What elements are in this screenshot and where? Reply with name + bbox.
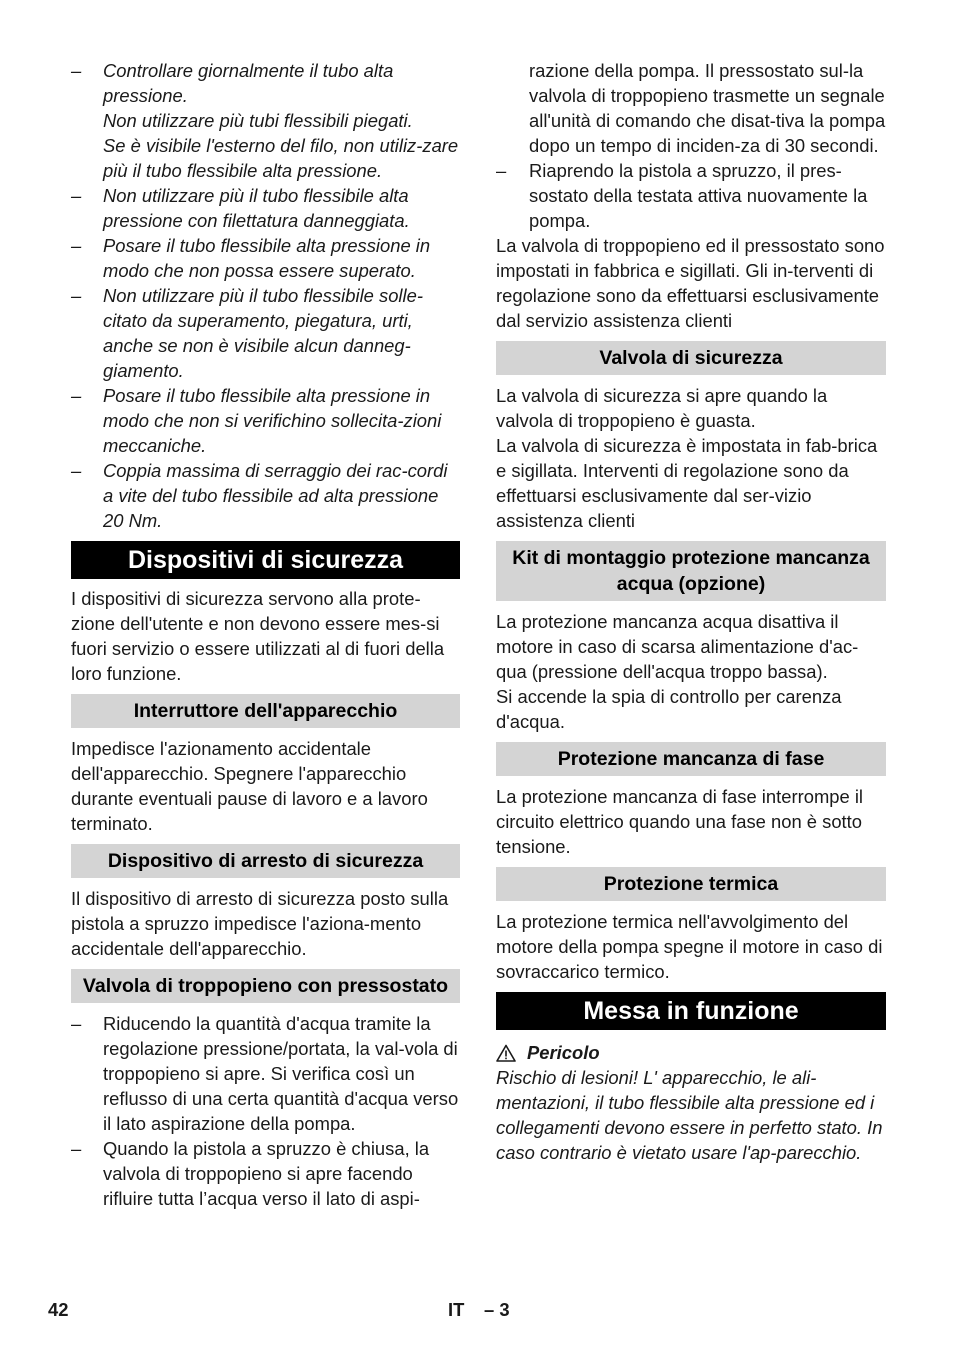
- bullet-text: Se è visibile l'esterno del filo, non utiliz-zare più il tubo flessibile alta pressione.: [103, 135, 459, 181]
- bullet-text: Riducendo la quantità d'acqua tramite la regolazione pressione/portata, la val-vola di troppopieno si apre. Si verifica così un reflusso di una certa quantità d'acqua verso il lato aspirazione della pompa.: [103, 1013, 459, 1134]
- sub-page-number: – 3: [484, 1299, 510, 1320]
- bullet-item: [71, 183, 460, 233]
- continuation-text: razione della pompa. Il pressostato sul-la valvola di troppopieno trasmette un segnale all'unità di comando che disat-tiva la pompa dopo un tempo di inciden-za di 30 secondi.: [529, 60, 886, 156]
- bullet-dash: –: [71, 235, 82, 256]
- kit-text-2: Si accende la spia di controllo per carenza d'acqua.: [496, 686, 842, 732]
- interruttore-text: Impedisce l'azionamento accidentale dell'apparecchio. Spegnere l'apparecchio durante eventuali pause di lavoro e a lavoro terminato.: [71, 738, 428, 834]
- warning-triangle-icon: [496, 1044, 516, 1062]
- bullet-item: [71, 1011, 460, 1136]
- bullet-item: [71, 1136, 460, 1211]
- bullet-item: [496, 158, 886, 233]
- danger-heading: [496, 1040, 886, 1065]
- section-intro: I dispositivi di sicurezza servono alla prote-zione dell'utente e non devono essere mes-si fuori servizio o essere utilizzati al di fuori della loro funzione.: [71, 588, 445, 684]
- sicurezza-text-1: La valvola di sicurezza si apre quando la valvola di troppopieno è guasta.: [496, 385, 828, 431]
- bullet-text: Riaprendo la pistola a spruzzo, il pres-sostato della testata attiva nuovamente la pompa.: [529, 160, 868, 231]
- bullet-dash: –: [71, 1013, 82, 1034]
- bullet-dash: –: [71, 285, 82, 306]
- bullet-text: Quando la pistola a spruzzo è chiusa, la valvola di troppopieno si apre facendo rifluire tutta l’acqua verso il lato di aspi-: [103, 1138, 430, 1209]
- arresto-text: Il dispositivo di arresto di sicurezza posto sulla pistola a spruzzo impedisce l'aziona-mento accidentale dell'apparecchio.: [71, 888, 449, 959]
- left-column: [71, 58, 460, 1211]
- bullet-text: Controllare giornalmente il tubo alta pressione.: [103, 60, 394, 106]
- kit-text-1: La protezione mancanza acqua disattiva il motore in caso di scarsa alimentazione d'ac-qua (pressione dell'acqua troppo bassa).: [496, 611, 859, 682]
- section-title-messa: Messa in funzione: [496, 992, 886, 1030]
- bullet-dash: –: [71, 1138, 82, 1159]
- subsection-title-sicurezza: Valvola di sicurezza: [496, 341, 886, 375]
- subsection-title-interruttore: Interruttore dell'apparecchio: [71, 694, 460, 728]
- termica-text: La protezione termica nell'avvolgimento del motore della pompa spegne il motore in caso di sovraccarico termico.: [496, 911, 883, 982]
- subsection-title-kit: Kit di montaggio protezione mancanza acqua (opzione): [496, 541, 886, 601]
- page-number: 42: [48, 1299, 69, 1320]
- right-column: [496, 58, 886, 1165]
- fase-text: La protezione mancanza di fase interrompe il circuito elettrico quando una fase non è sotto tensione.: [496, 786, 863, 857]
- bullet-item: [71, 283, 460, 383]
- bullet-dash: –: [71, 460, 82, 481]
- subsection-title-arresto: Dispositivo di arresto di sicurezza: [71, 844, 460, 878]
- language-code: IT: [448, 1299, 465, 1320]
- factory-text: La valvola di troppopieno ed il pressostato sono impostati in fabbrica e sigillati. Gli in-terventi di regolazione sono da effettuarsi esclusivamente dal servizio assistenza clienti: [496, 235, 885, 331]
- danger-label: Pericolo: [527, 1042, 600, 1063]
- bullet-item: [71, 233, 460, 283]
- subsection-title-termica: Protezione termica: [496, 867, 886, 901]
- bullet-dash: –: [71, 385, 82, 406]
- bullet-item: [71, 58, 460, 183]
- bullet-dash: –: [71, 185, 82, 206]
- subsection-title-troppopieno: Valvola di troppopieno con pressostato: [71, 969, 460, 1003]
- danger-text: Rischio di lesioni! L' apparecchio, le ali-mentazioni, il tubo flessibile alta pressione ed i collegamenti devono essere in perfetto stato. In caso contrario è vietato usare l'ap-parecchio.: [496, 1067, 883, 1163]
- bullet-item: [71, 383, 460, 458]
- bullet-text: Non utilizzare più il tubo flessibile solle-citato da superamento, piegatura, urti, anche se non è visibile alcun danneg-giamento.: [103, 285, 423, 381]
- sicurezza-text-2: La valvola di sicurezza è impostata in fab-brica e sigillata. Interventi di regolazione sono da effettuarsi esclusivamente dal ser-vizio assistenza clienti: [496, 435, 878, 531]
- subsection-title-fase: Protezione mancanza di fase: [496, 742, 886, 776]
- section-title-dispositivi: Dispositivi di sicurezza: [71, 541, 460, 579]
- bullet-text: Posare il tubo flessibile alta pressione in modo che non si verifichino sollecita-zioni meccaniche.: [103, 385, 442, 456]
- bullet-text: Non utilizzare più il tubo flessibile alta pressione con filettatura danneggiata.: [103, 185, 410, 231]
- bullet-dash: –: [496, 160, 507, 181]
- bullet-item: [71, 458, 460, 533]
- bullet-dash: –: [71, 60, 82, 81]
- bullet-text: Coppia massima di serraggio dei rac-cordi a vite del tubo flessibile ad alta pressione 20 Nm.: [103, 460, 448, 531]
- bullet-text: Non utilizzare più tubi flessibili piegati.: [103, 110, 413, 131]
- bullet-text: Posare il tubo flessibile alta pressione in modo che non possa essere superato.: [103, 235, 431, 281]
